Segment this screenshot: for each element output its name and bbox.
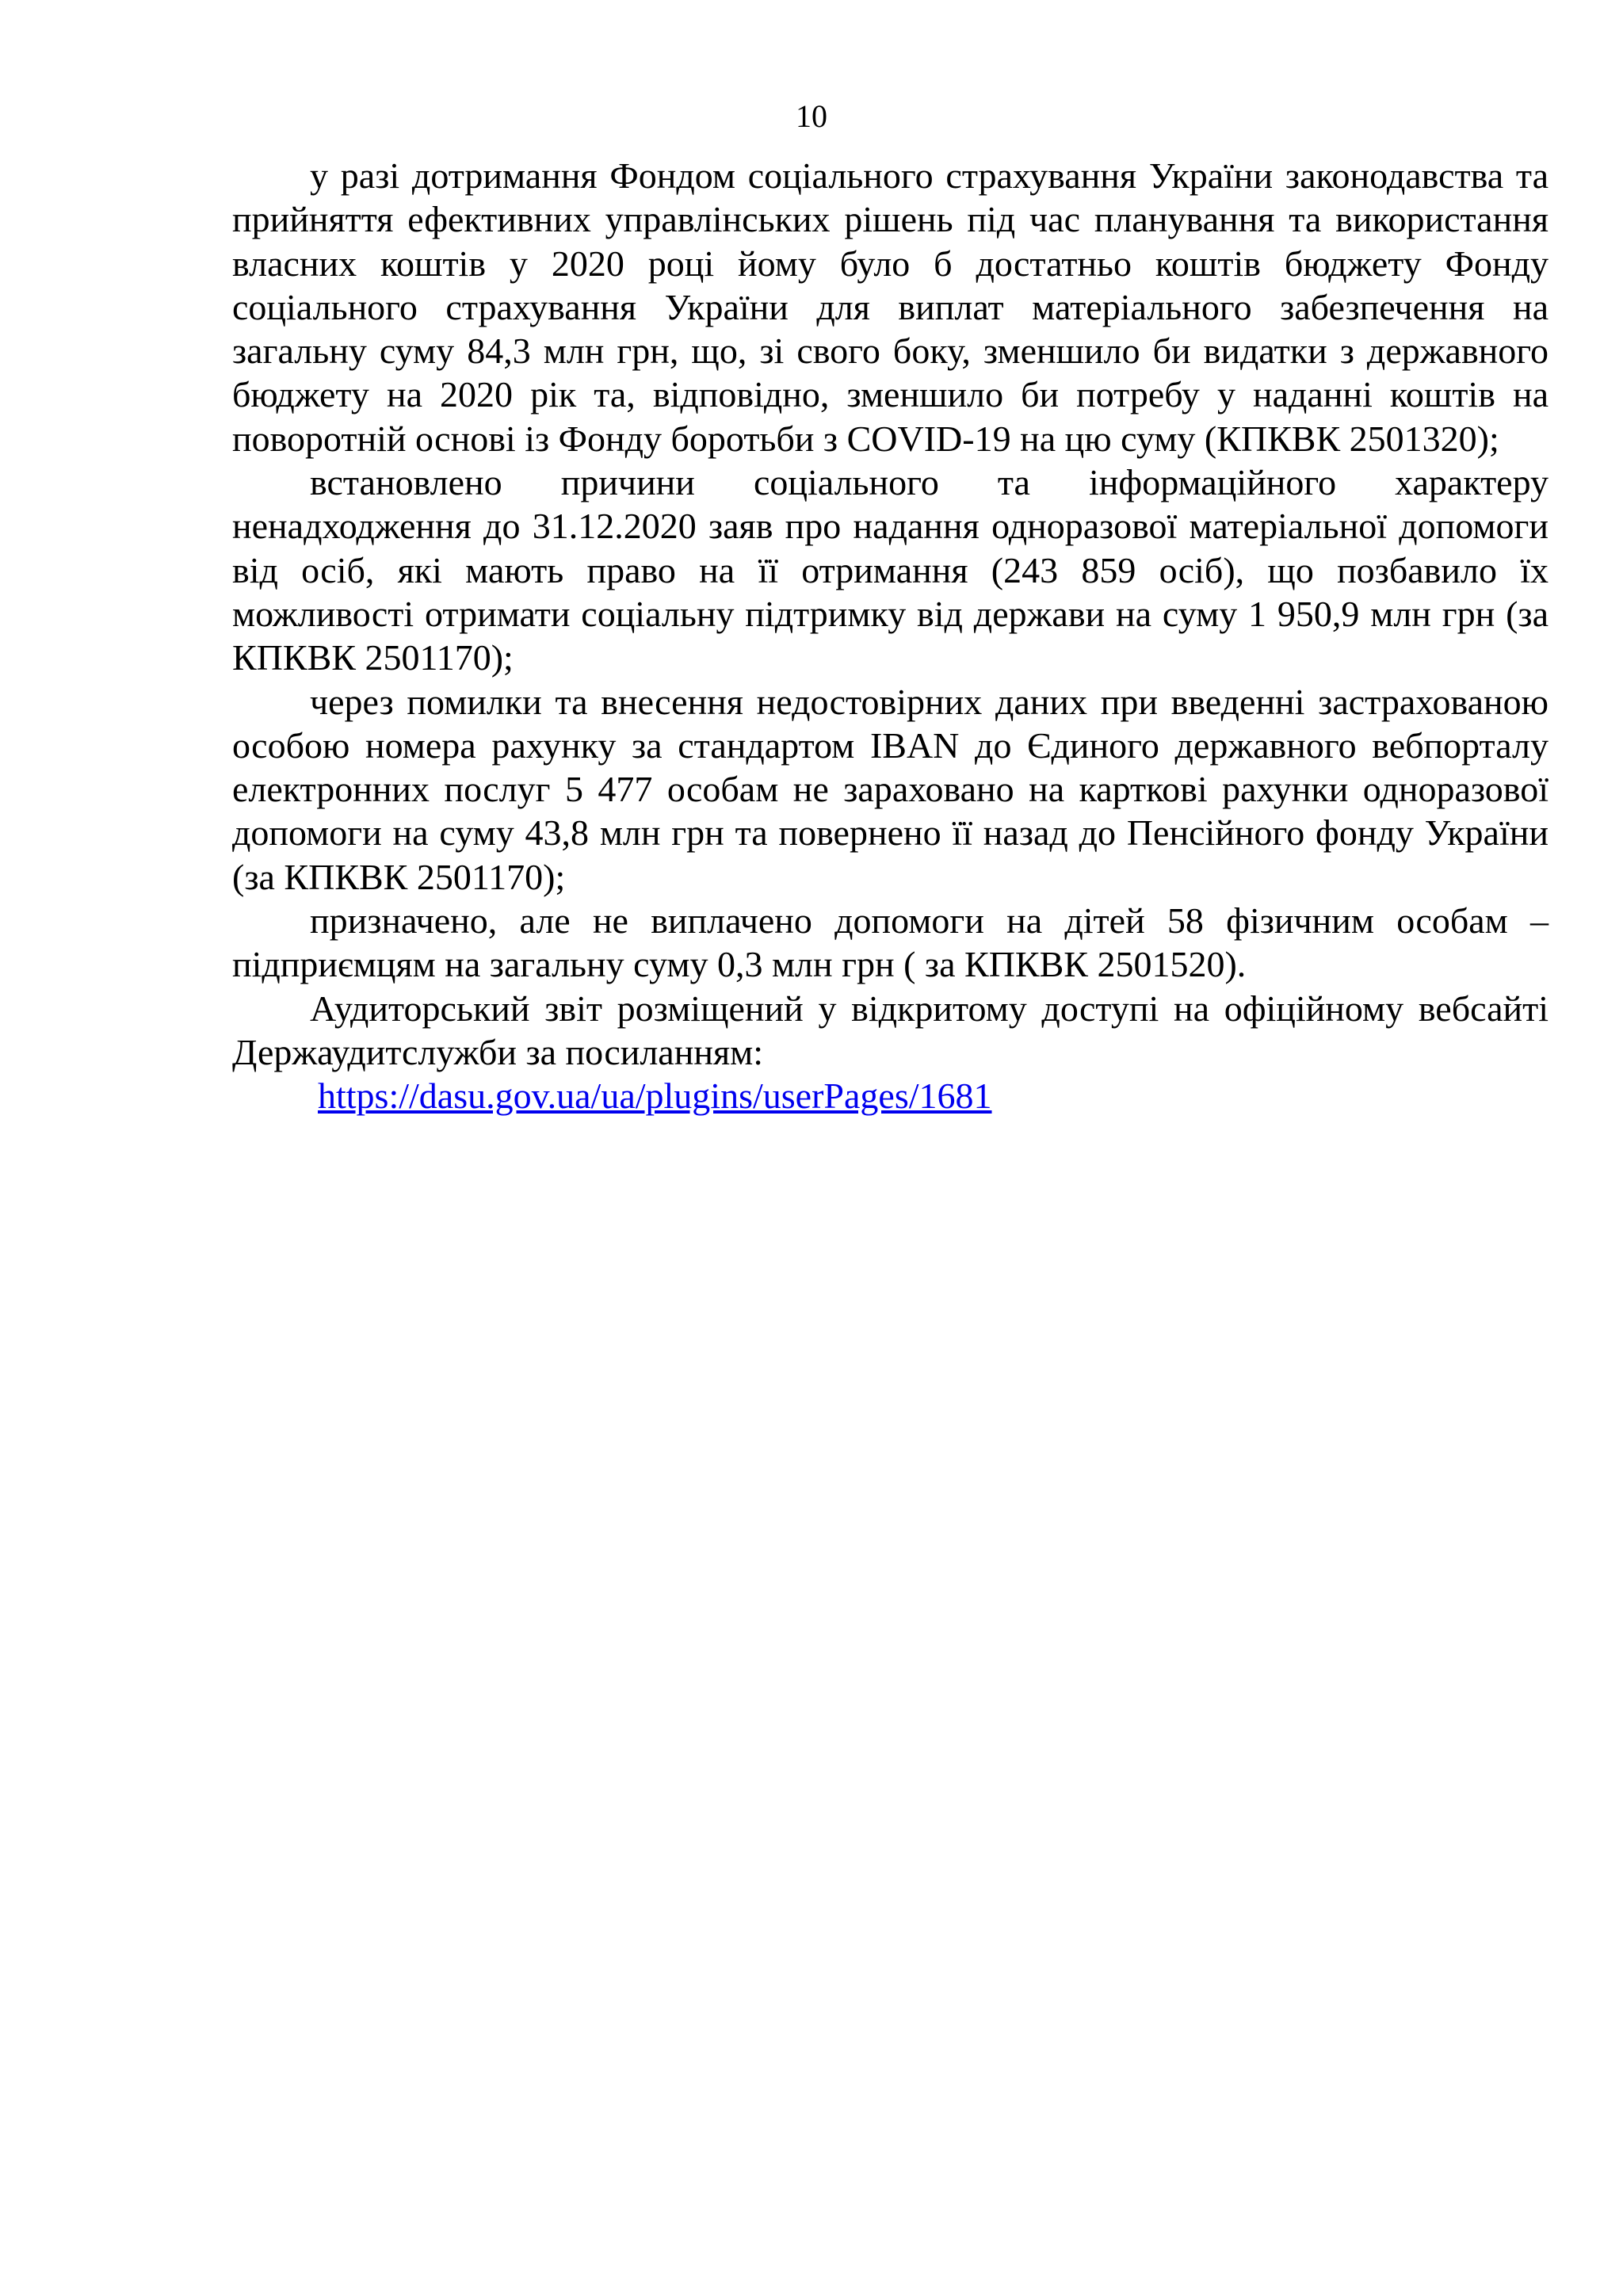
paragraph-social-insurance-fund: у разі дотримання Фондом соціального страхування України законодавства та прийняття ефективних управлінських рішень під час планування та використання власних коштів у 2020 році йому було б достатньо коштів бюджету Фонду соціального страхування України для виплат матеріального забезпечення на загальну суму 84,3 млн грн, що, зі свого боку, зменшило би видатки з державного бюджету на 2020 рік та, відповідно, зменшило би потребу у наданні коштів на поворотній основі із Фонду боротьби з COVID-19 на цю суму (КПКВК 2501320); (232, 155, 1549, 459)
paragraph-reasons-established: встановлено причини соціального та інформаційного характеру ненадходження до 31.12.2020 заяв про надання одноразової матеріальної допомоги від осіб, які мають право на її отримання (243 859 осіб), що позбавило їх можливості отримати соціальну підтримку від держави на суму 1 950,9 млн грн (за КПКВК 2501170); (232, 462, 1549, 678)
document-body (232, 154, 1549, 1118)
paragraph-child-benefits: призначено, але не виплачено допомоги на дітей 58 фізичним особам – підприємцям на загальну суму 0,3 млн грн ( за КПКВК 2501520). (232, 900, 1549, 985)
audit-report-link[interactable]: https://dasu.gov.ua/ua/plugins/userPages/1681 (318, 1075, 992, 1117)
paragraph-iban-errors: через помилки та внесення недостовірних даних при введенні застрахованою особою номера рахунку за стандартом IBAN до Єдиного державного вебпорталу електронних послуг 5 477 особам не зараховано на карткові рахунки одноразової допомоги на суму 43,8 млн грн та повернено її назад до Пенсійного фонду України (за КПКВК 2501170); (232, 681, 1549, 897)
link-line (232, 1074, 1549, 1117)
page-number: 10 (796, 98, 827, 134)
paragraph-audit-report: Аудиторський звіт розміщений у відкритому доступі на офіційному вебсайті Держаудитслужби за посиланням: (232, 988, 1549, 1072)
